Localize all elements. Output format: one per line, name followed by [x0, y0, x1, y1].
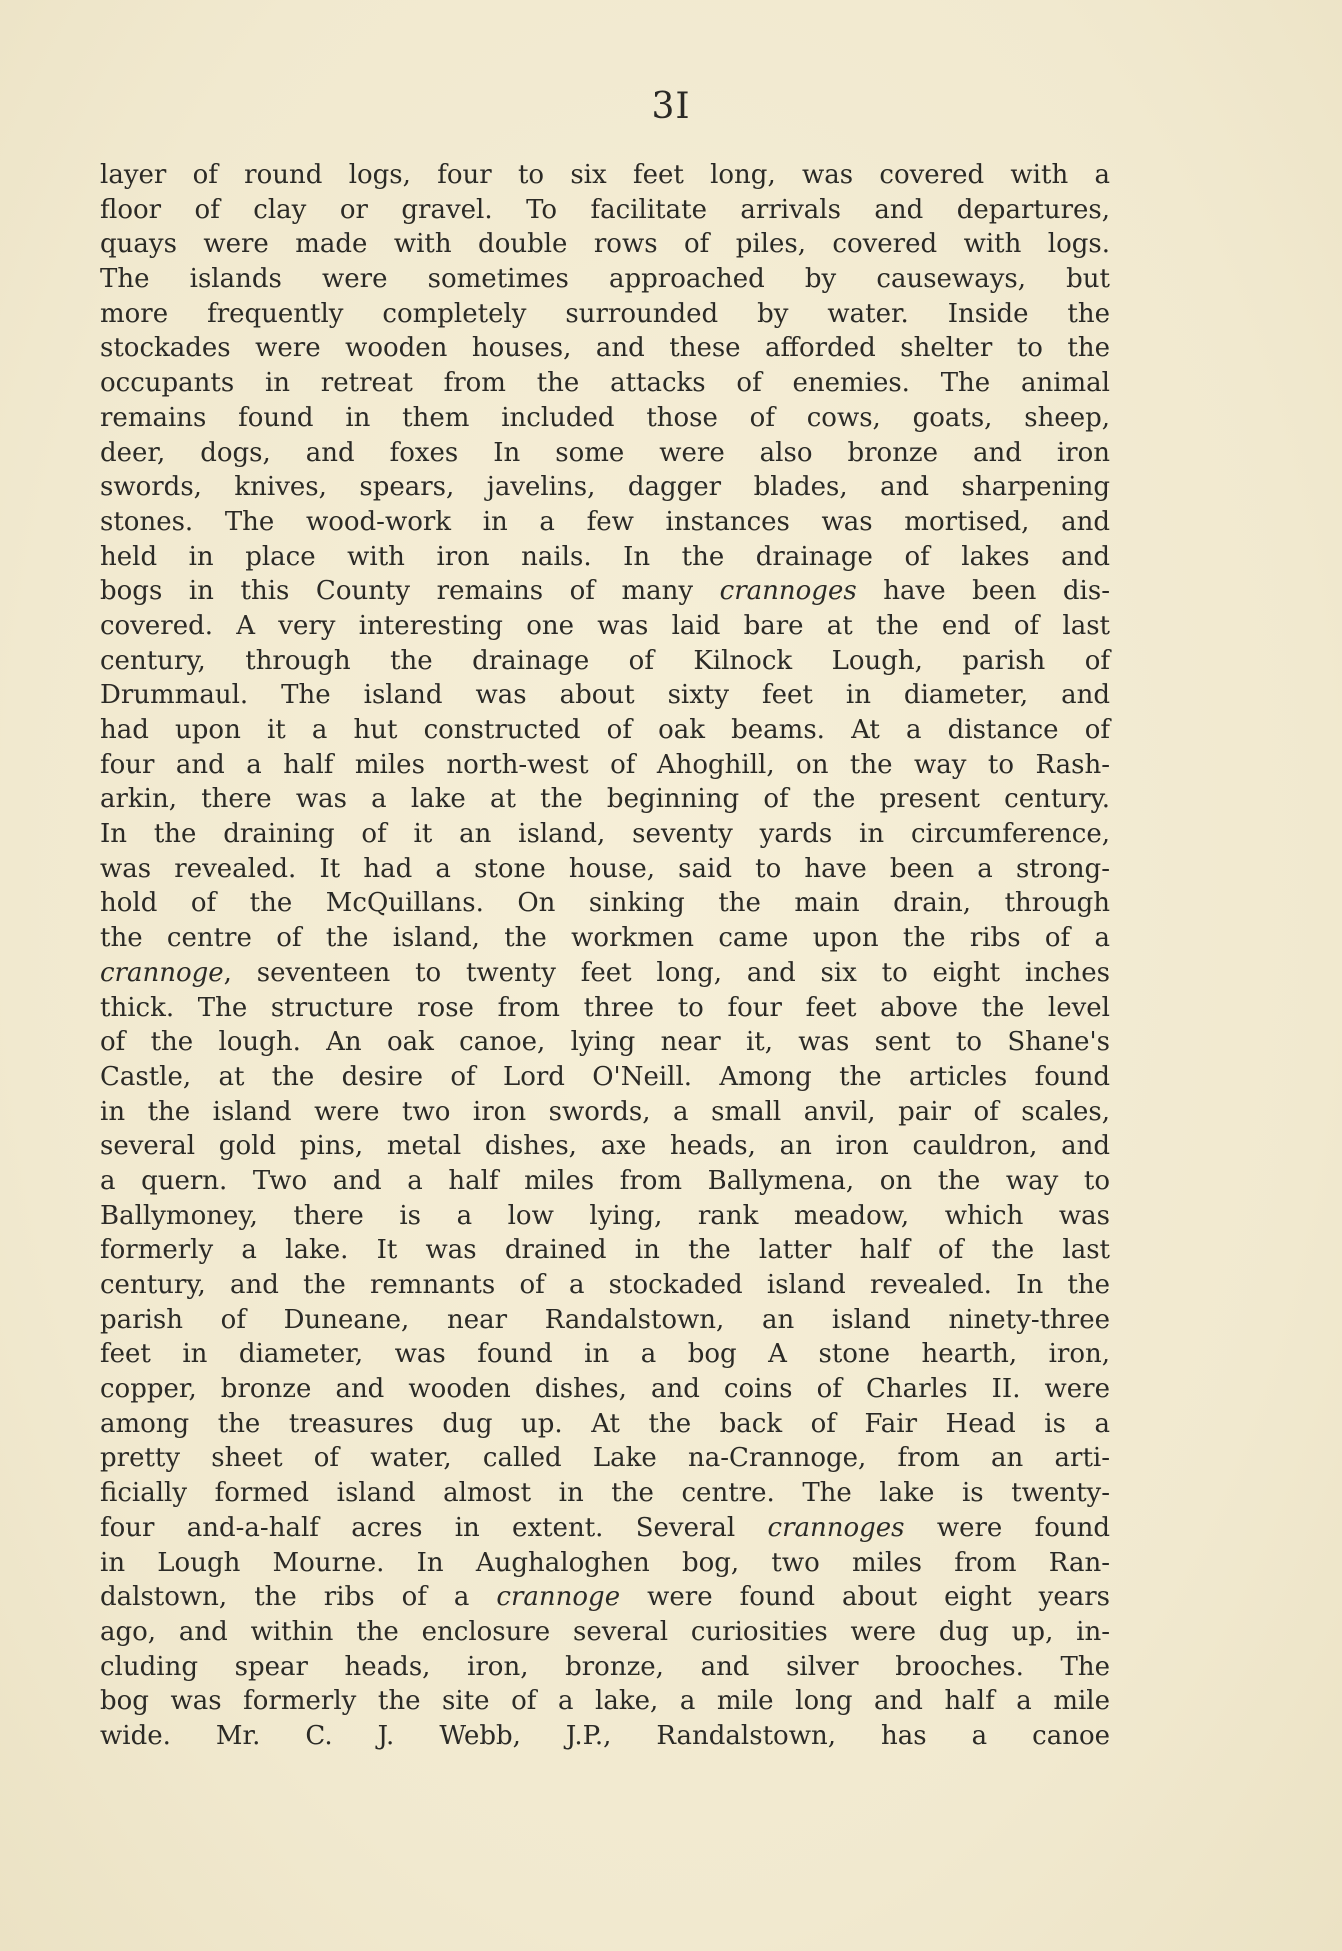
- text-line: covered. A very interesting one was laid bare at the end of last: [100, 610, 1110, 641]
- text-line: century, through the drainage of Kilnock Lough, parish of: [100, 645, 1110, 676]
- text-line: pretty sheet of water, called Lake na-Crannoge, from an arti-: [100, 1443, 1110, 1474]
- text-line: in Lough Mourne. In Aughaloghen bog, two miles from Ran-: [100, 1547, 1110, 1578]
- text-line: ago, and within the enclosure several curiosities were dug up, in-: [100, 1616, 1110, 1647]
- text-line: crannoge, seventeen to twenty feet long, and six to eight inches: [100, 957, 1110, 988]
- text-line: had upon it a hut constructed of oak beams. At a distance of: [100, 715, 1110, 745]
- text-line: of the lough. An oak canoe, lying near it, was sent to Shane's: [100, 1027, 1110, 1058]
- text-line: a quern. Two and a half miles from Ballymena, on the way to: [100, 1165, 1110, 1196]
- text-line: bog was formerly the site of a lake, a mile long and half a mile: [100, 1686, 1110, 1717]
- text-line: the centre of the island, the workmen came upon the ribs of a: [100, 923, 1110, 954]
- text-line: among the treasures dug up. At the back of Fair Head is a: [100, 1408, 1110, 1439]
- text-line: stones. The wood-work in a few instances was mortised, and: [100, 506, 1110, 537]
- text-line: parish of Duneane, near Randalstown, an island ninety-three: [100, 1304, 1110, 1335]
- text-line: quays were made with double rows of piles, covered with logs.: [100, 229, 1110, 260]
- text-line: four and a half miles north-west of Ahoghill, on the way to Rash-: [100, 749, 1110, 780]
- text-line: in the island were two iron swords, a small anvil, pair of scales,: [100, 1096, 1110, 1127]
- text-line: arkin, there was a lake at the beginning of the present century.: [100, 784, 1110, 815]
- text-line: floor of clay or gravel. To facilitate arrivals and departures,: [100, 194, 1110, 225]
- text-line: century, and the remnants of a stockaded island revealed. In the: [100, 1270, 1110, 1300]
- text-line: bogs in this County remains of many crannoges have been dis-: [100, 576, 1110, 607]
- text-line: held in place with iron nails. In the drainage of lakes and: [100, 541, 1110, 572]
- text-line: wide. Mr. C. J. Webb, J.P., Randalstown, has a canoe: [100, 1720, 1110, 1751]
- text-line: feet in diameter, was found in a bog A stone hearth, iron,: [100, 1339, 1110, 1370]
- text-line: The islands were sometimes approached by causeways, but: [100, 264, 1110, 295]
- text-line: more frequently completely surrounded by water. Inside the: [100, 298, 1110, 329]
- text-line: remains found in them included those of cows, goats, sheep,: [100, 402, 1110, 433]
- text-line: stockades were wooden houses, and these afforded shelter to the: [100, 333, 1110, 364]
- text-line: swords, knives, spears, javelins, dagger blades, and sharpening: [100, 472, 1110, 503]
- text-line: layer of round logs, four to six feet long, was covered with a: [100, 160, 1110, 190]
- text-line: ficially formed island almost in the centre. The lake is twenty-: [100, 1478, 1110, 1509]
- text-line: was revealed. It had a stone house, said to have been a strong-: [100, 853, 1110, 884]
- text-line: Castle, at the desire of Lord O'Neill. Among the articles found: [100, 1061, 1110, 1092]
- text-line: several gold pins, metal dishes, axe heads, an iron cauldron, and: [100, 1131, 1110, 1162]
- text-line: thick. The structure rose from three to four feet above the level: [100, 992, 1110, 1023]
- body-text: [100, 158, 1110, 1754]
- page-number: 3I: [651, 86, 691, 127]
- text-line: dalstown, the ribs of a crannoge were found about eight years: [100, 1582, 1110, 1613]
- text-line: Drummaul. The island was about sixty feet in diameter, and: [100, 680, 1110, 711]
- text-line: formerly a lake. It was drained in the latter half of the last: [100, 1235, 1110, 1266]
- text-line: copper, bronze and wooden dishes, and coins of Charles II. were: [100, 1374, 1110, 1405]
- text-line: four and-a-half acres in extent. Several crannoges were found: [100, 1512, 1110, 1543]
- text-line: cluding spear heads, iron, bronze, and silver brooches. The: [100, 1651, 1110, 1682]
- text-line: deer, dogs, and foxes In some were also bronze and iron: [100, 437, 1110, 468]
- text-line: hold of the McQuillans. On sinking the main drain, through: [100, 888, 1110, 919]
- text-line: In the draining of it an island, seventy yards in circumference,: [100, 819, 1110, 850]
- text-line: Ballymoney, there is a low lying, rank meadow, which was: [100, 1200, 1110, 1231]
- text-line: occupants in retreat from the attacks of enemies. The animal: [100, 368, 1110, 399]
